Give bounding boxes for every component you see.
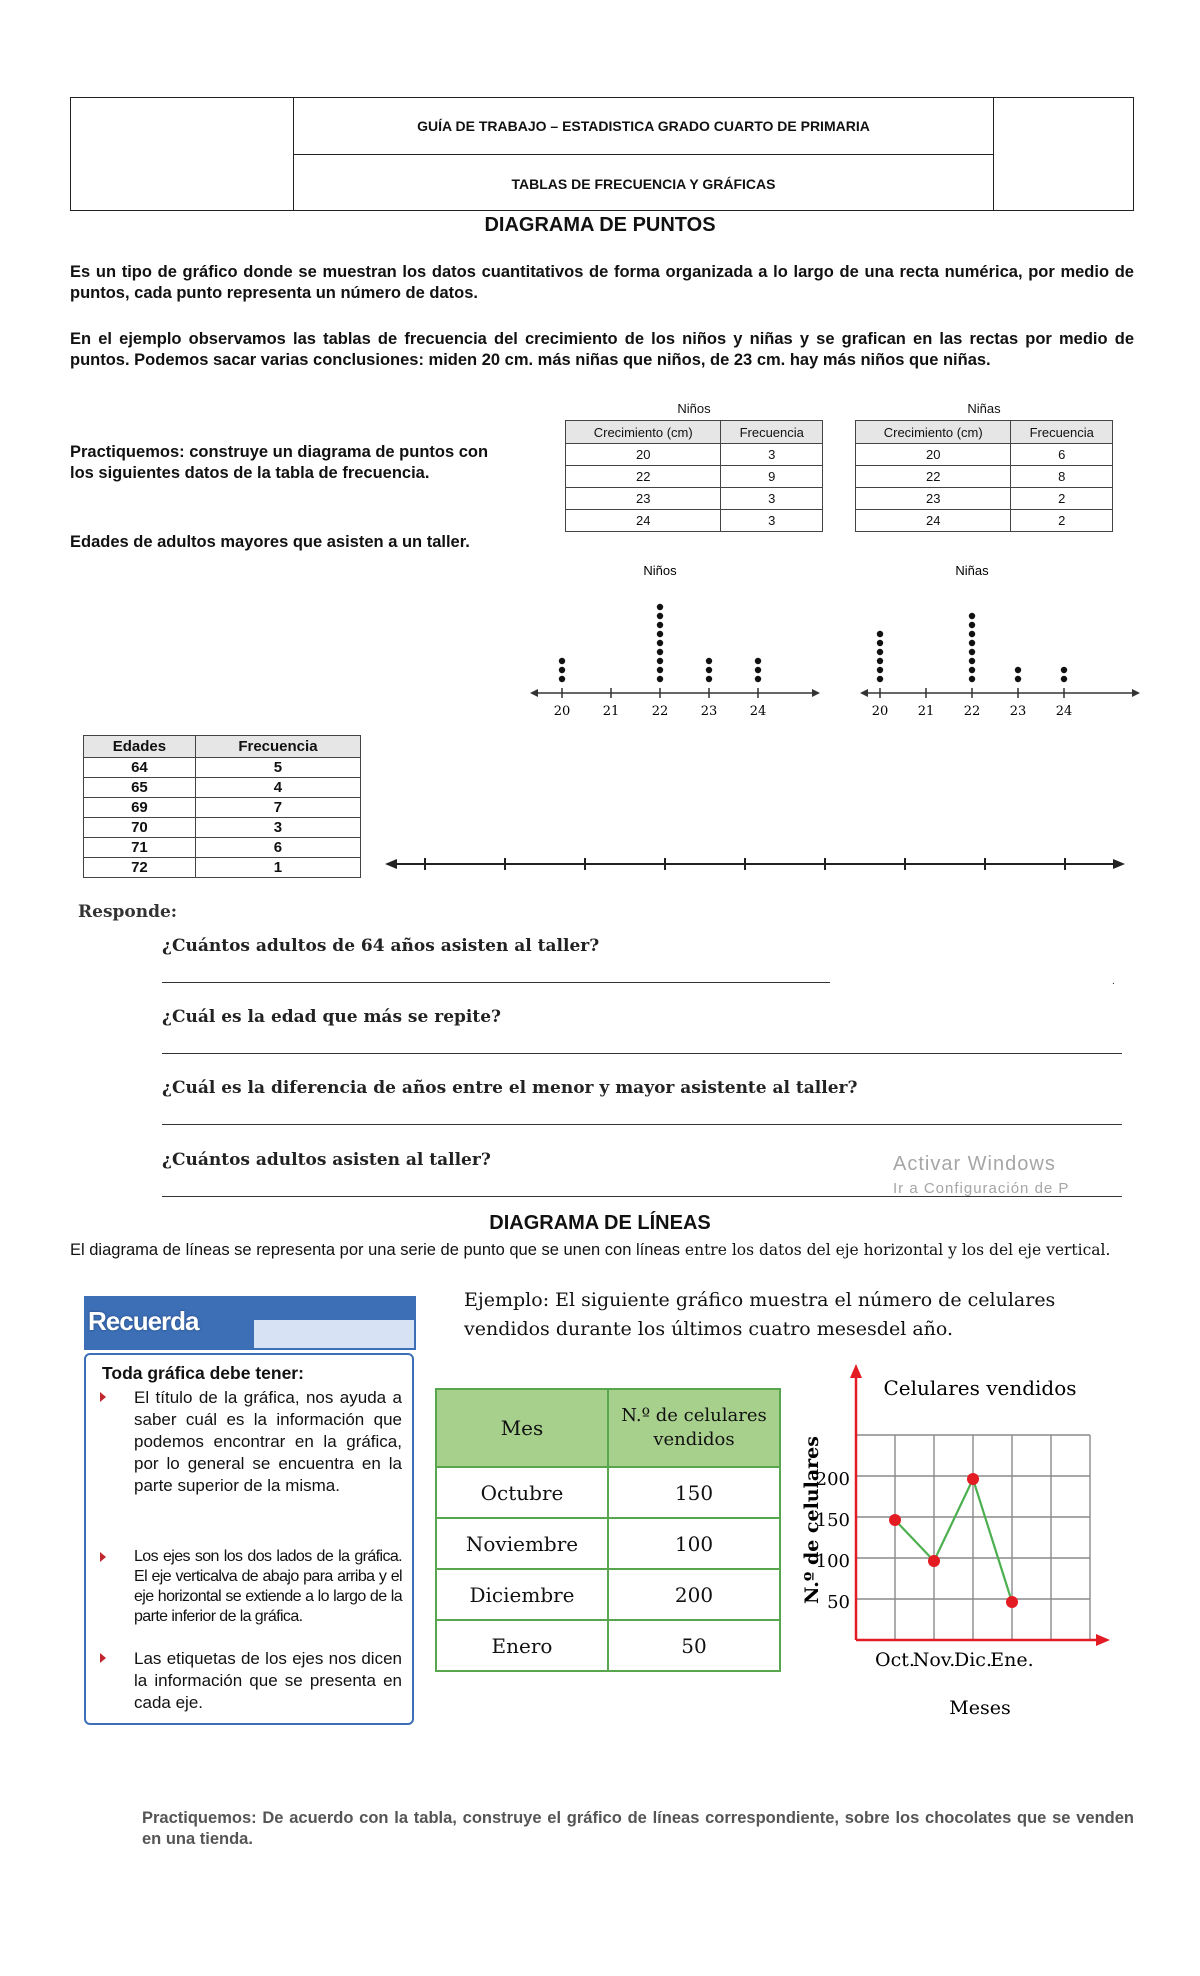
table-cell: 2: [1011, 488, 1113, 510]
dot-plot-point: [969, 667, 975, 673]
table-cell: 20: [566, 444, 721, 466]
table-cell: 3: [195, 818, 360, 838]
list-item: [100, 1547, 402, 1627]
dot-plot-tick-label: 23: [1009, 704, 1027, 719]
table-row: [856, 488, 1113, 510]
dot-plot-point: [657, 613, 663, 619]
table-cell: 50: [608, 1620, 780, 1671]
answer-line-3[interactable]: [162, 1124, 1122, 1125]
table-row: [436, 1467, 780, 1518]
table-cell: Diciembre: [436, 1569, 608, 1620]
ninos-dot-plot: [530, 555, 820, 725]
question-3: ¿Cuál es la diferencia de años entre el menor y mayor asistente al taller?: [162, 1078, 858, 1098]
chart-x-tick-label: Ene.: [990, 1649, 1034, 1671]
recuerda-banner-tab: [254, 1320, 414, 1348]
number-line-arrow-right: [1113, 859, 1125, 869]
table-cell: 23: [566, 488, 721, 510]
dot-plot-arrow-right: [1132, 689, 1140, 697]
table-cell: 200: [608, 1569, 780, 1620]
chart-data-point: [928, 1555, 940, 1567]
table-cell: 3: [721, 444, 823, 466]
header-title: GUÍA DE TRABAJO – ESTADISTICA GRADO CUARTO DE PRIMARIA: [294, 98, 993, 155]
chart-x-axis-arrow: [1096, 1634, 1110, 1646]
table-row: [84, 778, 361, 798]
dot-plot-tick-label: 21: [917, 704, 935, 719]
bullet-text: Los ejes son los dos lados de la gráfica. El eje verticalva de abajo para arriba y el eje horizontal se extiende a lo largo de la parte inferior de la gráfica.: [134, 1548, 402, 1625]
dot-plot-point: [969, 613, 975, 619]
watermark-line-2: Ir a Configuración de P: [893, 1180, 1070, 1197]
table-row: [856, 466, 1113, 488]
dot-plot-point: [1015, 667, 1021, 673]
list-item: [100, 1648, 402, 1714]
dot-plot-point: [969, 640, 975, 646]
chart-data-point: [967, 1473, 979, 1485]
table-header: Frecuencia: [1011, 421, 1113, 444]
dot-plot-arrow-right: [812, 689, 820, 697]
table-row: [566, 510, 823, 532]
dot-plot-tick-label: 24: [1055, 704, 1073, 719]
table-cell: 6: [195, 838, 360, 858]
dot-plot-point: [755, 676, 761, 682]
responde-label: Responde:: [78, 902, 178, 922]
table-cell: Noviembre: [436, 1518, 608, 1569]
dot-plot-arrow-left: [860, 689, 868, 697]
header-subtitle: TABLAS DE FRECUENCIA Y GRÁFICAS: [511, 175, 776, 192]
table-cell: 69: [84, 798, 196, 818]
table-cell: 9: [721, 466, 823, 488]
chart-y-tick-label: 150: [815, 1510, 850, 1531]
lineas-practice: Practiquemos: De acuerdo con la tabla, construye el gráfico de líneas correspondiente, sobre los chocolates que se venden en una tienda.: [142, 1809, 1134, 1848]
dot-plot-point: [657, 622, 663, 628]
celulares-table: [435, 1388, 781, 1672]
table-header: Frecuencia: [721, 421, 823, 444]
section-title-lineas: DIAGRAMA DE LÍNEAS: [489, 1212, 711, 1234]
table-cell: 24: [856, 510, 1011, 532]
lineas-intro-a: El diagrama de líneas se representa por una serie de punto que se unen con líneas: [70, 1241, 680, 1259]
dot-plot-tick-label: 20: [553, 704, 571, 719]
table-cell: 22: [856, 466, 1011, 488]
puntos-example-text: En el ejemplo observamos las tablas de frecuencia del crecimiento de los niños y niñas y se grafican en las rectas por medio de puntos. Podemos sacar varias conclusiones: miden 20 cm. más niñas que niños, de 23 cm. hay más niños que niñas.: [70, 330, 1134, 369]
lineas-intro: [70, 1240, 1134, 1261]
dot-plot-point: [1061, 667, 1067, 673]
table-row: [436, 1569, 780, 1620]
dot-plot-point: [877, 631, 883, 637]
table-cell: 7: [195, 798, 360, 818]
header-right-cell: [993, 98, 1133, 210]
table-header: Crecimiento (cm): [856, 421, 1011, 444]
dot-plot-point: [755, 667, 761, 673]
dot-plot-caption: Niños: [643, 563, 677, 578]
table-cell: 65: [84, 778, 196, 798]
ninas-frequency-table: [855, 420, 1113, 532]
table-cell: 23: [856, 488, 1011, 510]
puntos-definition: Es un tipo de gráfico donde se muestran los datos cuantitativos de forma organizada a lo largo de una recta numérica, por medio de puntos, cada punto representa un número de datos.: [70, 263, 1134, 302]
table-cell: 71: [84, 838, 196, 858]
table-row: [856, 444, 1113, 466]
table-header: N.º de celulares vendidos: [608, 1389, 780, 1467]
table-cell: 24: [566, 510, 721, 532]
bullet-text: Las etiquetas de los ejes nos dicen la información que se presenta en cada eje.: [134, 1649, 402, 1712]
table-row: [436, 1620, 780, 1671]
chart-y-axis-arrow: [850, 1364, 862, 1378]
table-row: [84, 838, 361, 858]
watermark-line-1: Activar Windows: [893, 1153, 1056, 1175]
stray-dot: .: [1112, 976, 1115, 987]
answer-line-1[interactable]: [162, 982, 830, 983]
dot-plot-arrow-left: [530, 689, 538, 697]
ninas-table-caption: Niñas: [967, 401, 1001, 416]
dot-plot-point: [1015, 676, 1021, 682]
table-row: [436, 1518, 780, 1569]
dot-plot-point: [706, 676, 712, 682]
table-header: Mes: [436, 1389, 608, 1467]
chart-x-tick-label: Dic.: [954, 1649, 992, 1671]
table-row: [84, 758, 361, 778]
dot-plot-point: [559, 676, 565, 682]
table-cell: 5: [195, 758, 360, 778]
dot-plot-point: [969, 631, 975, 637]
dot-plot-point: [969, 649, 975, 655]
chart-y-tick-label: 50: [827, 1592, 850, 1613]
dot-plot-point: [657, 649, 663, 655]
answer-line-2[interactable]: [162, 1053, 1122, 1054]
dot-plot-point: [657, 640, 663, 646]
dot-plot-tick-label: 24: [749, 704, 767, 719]
dot-plot-point: [755, 658, 761, 664]
dot-plot-point: [877, 667, 883, 673]
recuerda-banner: [84, 1296, 416, 1350]
dot-plot-point: [559, 667, 565, 673]
dot-plot-point: [706, 658, 712, 664]
dot-plot-point: [877, 658, 883, 664]
section-title-puntos: DIAGRAMA DE PUNTOS: [484, 214, 716, 236]
dot-plot-point: [1061, 676, 1067, 682]
table-cell: 20: [856, 444, 1011, 466]
ejemplo-text: Ejemplo: El siguiente gráfico muestra el número de celulares vendidos durante los últimos cuatro mesesdel año.: [464, 1289, 1056, 1340]
dot-plot-point: [877, 640, 883, 646]
dot-plot-point: [559, 658, 565, 664]
ninos-table-caption: Niños: [677, 401, 711, 416]
table-header: Edades: [84, 736, 196, 758]
dot-plot-tick-label: 22: [963, 704, 981, 719]
table-header: Frecuencia: [195, 736, 360, 758]
chart-title: Celulares vendidos: [883, 1376, 1077, 1400]
ninas-dot-plot: [860, 555, 1140, 725]
dot-plot-tick-label: 22: [651, 704, 669, 719]
number-line-arrow-left: [385, 859, 397, 869]
chart-y-axis-label: N.º de celulares: [801, 1436, 823, 1604]
table-cell: 72: [84, 858, 196, 878]
chart-x-tick-label: Nov.: [912, 1649, 956, 1671]
recuerda-label: Recuerda: [88, 1306, 199, 1336]
triangle-bullet-icon: [100, 1552, 106, 1562]
dot-plot-point: [877, 676, 883, 682]
dot-plot-point: [877, 649, 883, 655]
recuerda-heading: Toda gráfica debe tener:: [102, 1363, 304, 1383]
dot-plot-point: [657, 667, 663, 673]
table-cell: 70: [84, 818, 196, 838]
table-cell: 4: [195, 778, 360, 798]
triangle-bullet-icon: [100, 1392, 106, 1402]
table-row: [566, 466, 823, 488]
dot-plot-point: [657, 604, 663, 610]
table-cell: 3: [721, 488, 823, 510]
header-table: [70, 97, 1134, 211]
puntos-practice: Practiquemos: construye un diagrama de puntos con los siguientes datos de la tabla de frecuencia.: [70, 443, 489, 482]
chart-data-point: [889, 1514, 901, 1526]
dot-plot-caption: Niñas: [955, 563, 989, 578]
ninos-frequency-table: [565, 420, 823, 532]
dot-plot-point: [969, 676, 975, 682]
table-cell: 22: [566, 466, 721, 488]
table-cell: 2: [1011, 510, 1113, 532]
chart-series-line: [895, 1479, 1012, 1602]
dot-plot-point: [706, 667, 712, 673]
question-2: ¿Cuál es la edad que más se repite?: [162, 1007, 501, 1027]
dot-plot-point: [969, 658, 975, 664]
edades-frequency-table: [83, 735, 361, 878]
table-cell: 8: [1011, 466, 1113, 488]
chart-data-point: [1006, 1596, 1018, 1608]
celulares-line-chart: [790, 1350, 1120, 1730]
table-cell: 150: [608, 1467, 780, 1518]
practice-number-line[interactable]: [385, 852, 1125, 876]
table-cell: Enero: [436, 1620, 608, 1671]
chart-y-tick-label: 200: [815, 1469, 850, 1490]
table-row: [566, 488, 823, 510]
table-row: [566, 444, 823, 466]
table-cell: 100: [608, 1518, 780, 1569]
dot-plot-tick-label: 23: [700, 704, 718, 719]
lineas-intro-b: entre los datos del eje horizontal y los del eje vertical.: [680, 1241, 1111, 1259]
table-header: Crecimiento (cm): [566, 421, 721, 444]
table-cell: Octubre: [436, 1467, 608, 1518]
table-cell: 3: [721, 510, 823, 532]
table-row: [84, 798, 361, 818]
table-cell: 6: [1011, 444, 1113, 466]
dot-plot-point: [657, 676, 663, 682]
chart-x-tick-label: Oct.: [875, 1649, 915, 1671]
table-row: [856, 510, 1113, 532]
bullet-text: El título de la gráfica, nos ayuda a saber cuál es la información que podemos encontrar en la gráfica, por lo general se encuentra en la parte superior de la misma.: [134, 1388, 402, 1495]
dot-plot-tick-label: 21: [602, 704, 620, 719]
triangle-bullet-icon: [100, 1653, 106, 1663]
table-cell: 64: [84, 758, 196, 778]
question-4: ¿Cuántos adultos asisten al taller?: [162, 1150, 491, 1170]
dot-plot-point: [657, 631, 663, 637]
edades-caption: Edades de adultos mayores que asisten a un taller.: [70, 533, 470, 551]
table-row: [84, 858, 361, 878]
chart-y-tick-label: 100: [815, 1551, 850, 1572]
recuerda-box: [84, 1353, 414, 1725]
table-row: [84, 818, 361, 838]
header-logo-cell: [71, 98, 294, 210]
dot-plot-point: [657, 658, 663, 664]
chart-x-axis-label: Meses: [949, 1697, 1011, 1719]
dot-plot-point: [969, 622, 975, 628]
dot-plot-tick-label: 20: [871, 704, 889, 719]
question-1: ¿Cuántos adultos de 64 años asisten al taller?: [162, 936, 600, 956]
table-cell: 1: [195, 858, 360, 878]
list-item: [100, 1387, 402, 1497]
